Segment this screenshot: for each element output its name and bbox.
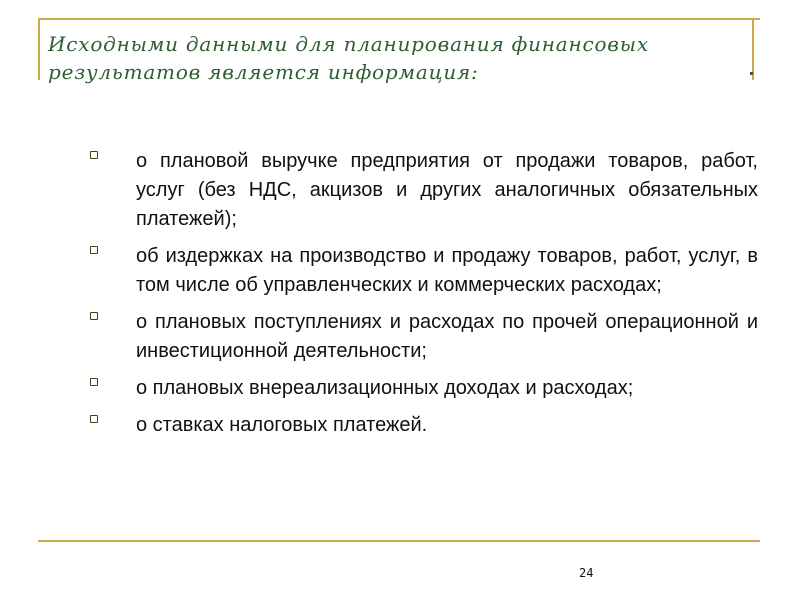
square-bullet-icon xyxy=(90,312,98,320)
title-decoration-dot xyxy=(750,72,753,75)
bullet-item xyxy=(88,147,758,234)
frame-top-line xyxy=(38,18,760,20)
square-bullet-icon xyxy=(90,415,98,423)
bullet-item xyxy=(88,242,758,300)
square-bullet-icon xyxy=(90,246,98,254)
bullet-item xyxy=(88,411,758,440)
bullet-text: о плановых поступлениях и расходах по прочей операционной и инвестиционной деятельности; xyxy=(136,311,758,362)
frame-left-line xyxy=(38,18,40,80)
bullet-list xyxy=(88,147,758,448)
bullet-text: о плановых внереализационных доходах и расходах; xyxy=(136,377,634,399)
bullet-item xyxy=(88,308,758,366)
frame-bottom-line xyxy=(38,540,760,542)
bullet-text: о плановой выручке предприятия от продажи товаров, работ, услуг (без НДС, акцизов и других аналогичных обязательных платежей); xyxy=(136,150,758,230)
bullet-text: о ставках налоговых платежей. xyxy=(136,414,428,436)
bullet-text: об издержках на производство и продажу товаров, работ, услуг, в том числе об управленческих и коммерческих расходах; xyxy=(136,245,758,296)
slide-title: Исходными данными для планирования финансовых результатов является информация: xyxy=(48,32,649,84)
frame-right-line xyxy=(752,18,754,80)
square-bullet-icon xyxy=(90,378,98,386)
square-bullet-icon xyxy=(90,151,98,159)
bullet-item xyxy=(88,374,758,403)
page-number: 24 xyxy=(579,566,594,580)
